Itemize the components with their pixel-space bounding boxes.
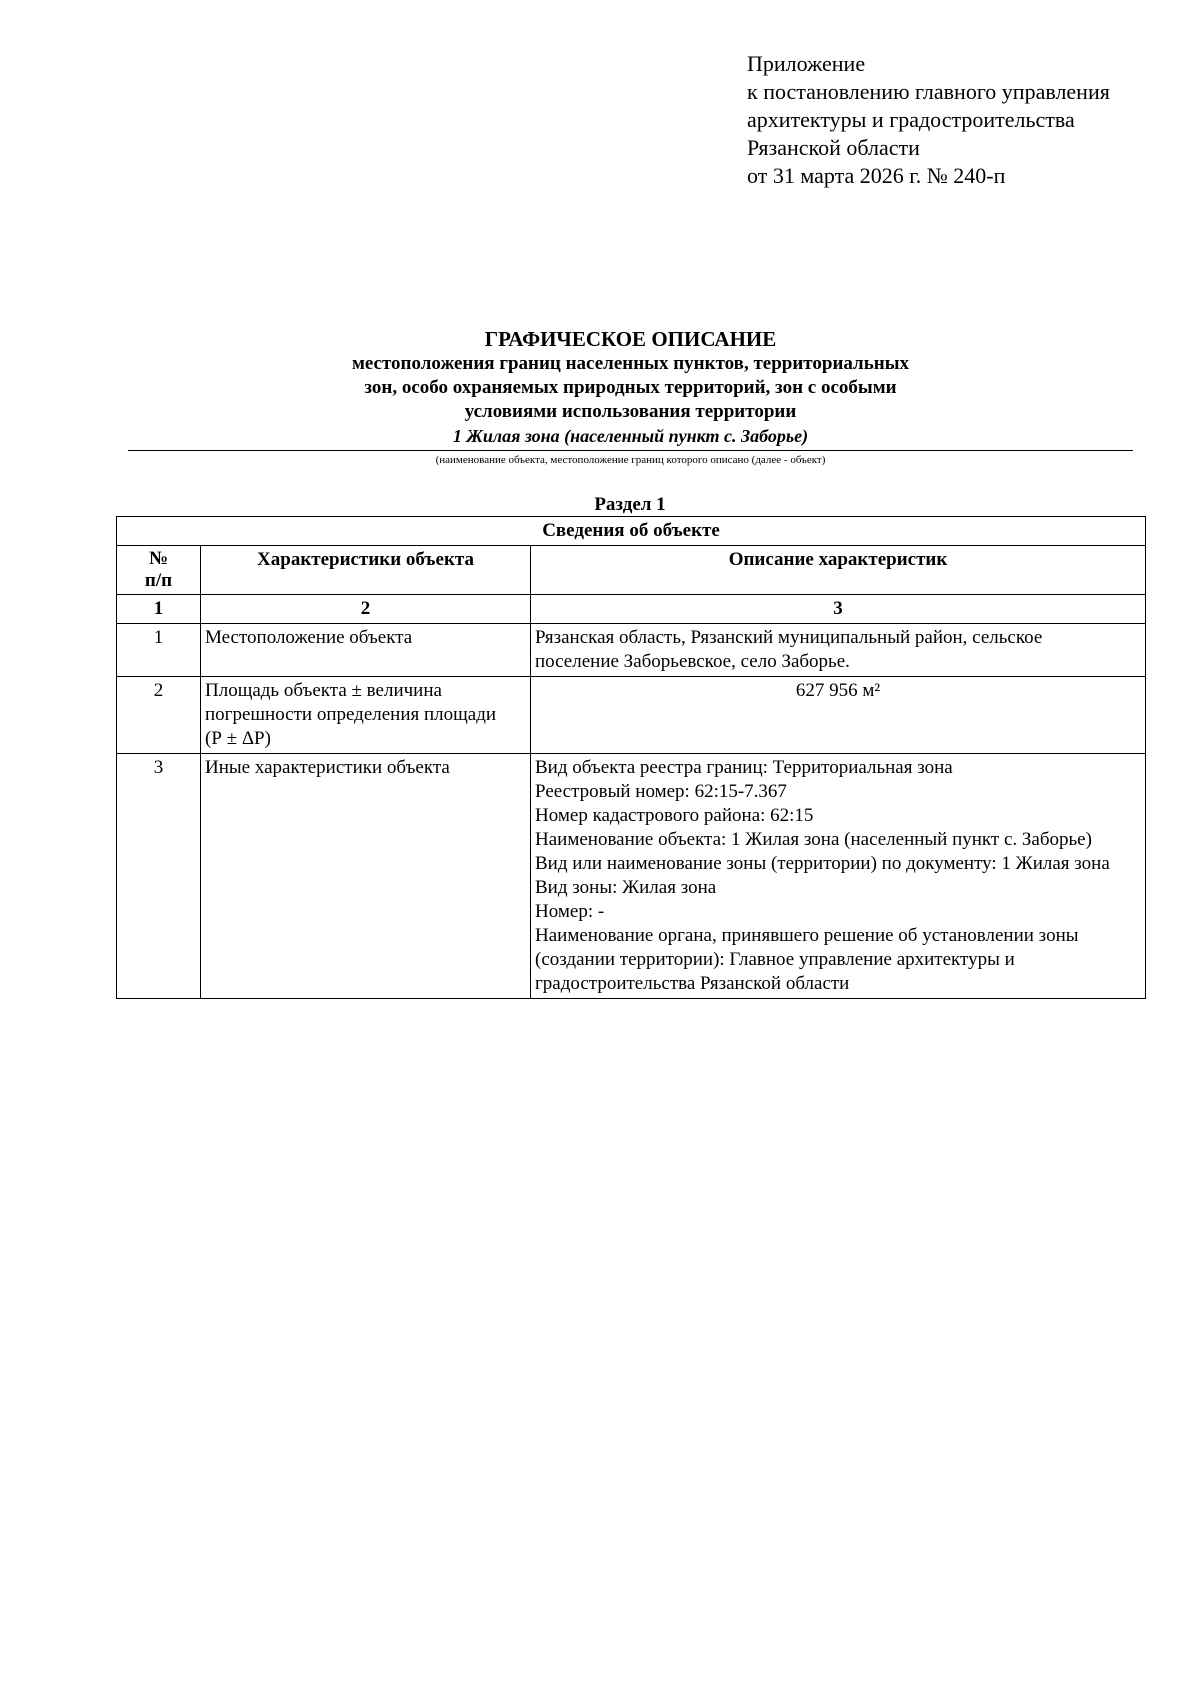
characteristic-line: Площадь объекта ± величина bbox=[205, 680, 442, 701]
header-num bbox=[117, 546, 201, 595]
document-subtitle-line: местоположения границ населенных пунктов, территориальных bbox=[351, 353, 910, 374]
description-line: (создании территории): Главное управление архитектуры и bbox=[535, 949, 1015, 970]
row-description bbox=[531, 754, 1146, 999]
description-line: Рязанская область, Рязанский муниципальный район, сельское bbox=[535, 627, 1043, 648]
row-number: 2 bbox=[117, 677, 201, 754]
object-name-caption: (наименование объекта, местоположение границ которого описано (далее - объект) bbox=[435, 454, 826, 466]
description-line: Номер: - bbox=[535, 901, 605, 922]
appendix-line: Рязанской области bbox=[747, 135, 920, 160]
appendix-line: от 31 марта 2026 г. № 240-п bbox=[747, 163, 1006, 188]
column-number: 3 bbox=[531, 595, 1146, 624]
description-line: Вид зоны: Жилая зона bbox=[535, 877, 717, 898]
description-line: градостроительства Рязанской области bbox=[535, 973, 850, 994]
characteristic-line: (Р ± ΔР) bbox=[205, 728, 271, 749]
document-subtitle-line: условиями использования территории bbox=[464, 401, 797, 422]
table-caption-row bbox=[117, 517, 1146, 546]
column-number-row bbox=[117, 595, 1146, 624]
appendix-header bbox=[747, 50, 1110, 190]
row-characteristic bbox=[201, 677, 531, 754]
column-number: 1 bbox=[117, 595, 201, 624]
object-name: 1 Жилая зона (населенный пункт с. Заборье) bbox=[452, 426, 809, 446]
table-header-row bbox=[117, 546, 1146, 595]
appendix-line: Приложение bbox=[747, 51, 866, 76]
document-subtitle-line: зон, особо охраняемых природных территорий, зон с особыми bbox=[364, 377, 897, 398]
section-label: Раздел 1 bbox=[594, 494, 666, 515]
document-title-block bbox=[128, 326, 1133, 468]
header-num-line: п/п bbox=[144, 570, 173, 591]
description-line: поселение Заборьевское, село Заборье. bbox=[535, 651, 850, 672]
row-number: 1 bbox=[117, 624, 201, 677]
row-characteristic: Местоположение объекта bbox=[201, 624, 531, 677]
document-title: ГРАФИЧЕСКОЕ ОПИСАНИЕ bbox=[484, 327, 777, 351]
row-description bbox=[531, 624, 1146, 677]
header-num-line: № bbox=[148, 548, 169, 569]
column-number: 2 bbox=[201, 595, 531, 624]
description-line: Вид или наименование зоны (территории) по документу: 1 Жилая зона bbox=[535, 853, 1110, 874]
description-line: Вид объекта реестра границ: Территориальная зона bbox=[535, 757, 953, 778]
row-description: 627 956 м² bbox=[531, 677, 1146, 754]
table-row bbox=[117, 677, 1146, 754]
description-line: Номер кадастрового района: 62:15 bbox=[535, 805, 814, 826]
object-info-table bbox=[116, 516, 1146, 999]
characteristic-line: погрешности определения площади bbox=[205, 704, 497, 725]
row-number: 3 bbox=[117, 754, 201, 999]
appendix-line: архитектуры и градостроительства bbox=[747, 107, 1075, 132]
description-line: Наименование объекта: 1 Жилая зона (населенный пункт с. Заборье) bbox=[535, 829, 1092, 850]
table-row bbox=[117, 624, 1146, 677]
appendix-line: к постановлению главного управления bbox=[747, 79, 1110, 104]
header-description: Описание характеристик bbox=[531, 546, 1146, 595]
row-characteristic: Иные характеристики объекта bbox=[201, 754, 531, 999]
table-row bbox=[117, 754, 1146, 999]
description-line: Реестровый номер: 62:15-7.367 bbox=[535, 781, 787, 802]
object-name-underline bbox=[128, 450, 1133, 451]
table-caption: Сведения об объекте bbox=[117, 517, 1146, 546]
description-line: Наименование органа, принявшего решение об установлении зоны bbox=[535, 925, 1079, 946]
header-characteristics: Характеристики объекта bbox=[201, 546, 531, 595]
